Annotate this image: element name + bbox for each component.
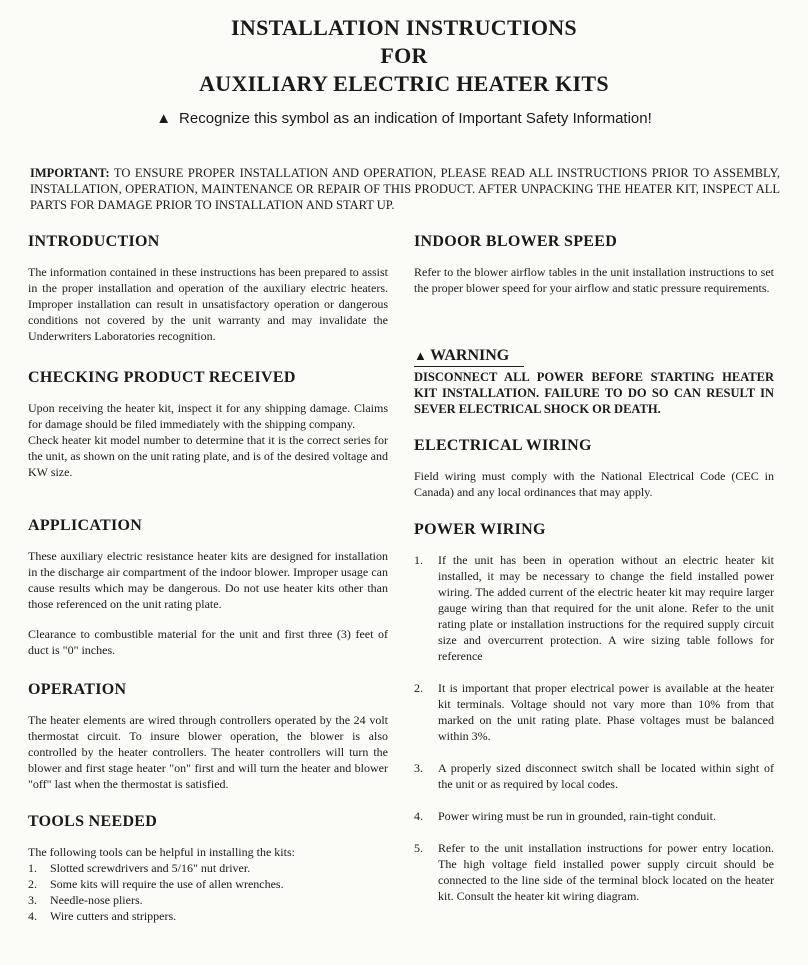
safety-note	[0, 110, 808, 127]
introduction-text: The information contained in these instructions has been prepared to assist in the proper installation and operation of the auxiliary electric heaters. Improper installation can result in unsatisfactory operation or dangerous conditions not covered by the unit warranty and may invalidate the Underwriters Laboratories recognition.	[28, 265, 388, 343]
power-section	[414, 520, 774, 904]
power-steps	[414, 552, 774, 904]
warning-section	[414, 346, 774, 417]
application-text-2: Clearance to combustible material for the unit and first three (3) feet of duct is "0" inches.	[28, 627, 388, 657]
checking-section	[28, 368, 388, 480]
document-title	[0, 14, 808, 98]
list-item: 2. It is important that proper electrical power is available at the heater kit terminals. Voltage should not vary more than 10% from that marked on the unit rating plate. Phase voltages must be balanced within 3%.	[414, 681, 774, 743]
checking-text-2: Check heater kit model number to determine that it is the correct series for the unit, as shown on the unit rating plate, and is of the desired voltage and KW size.	[28, 433, 388, 479]
important-text: TO ENSURE PROPER INSTALLATION AND OPERATION, PLEASE READ ALL INSTRUCTIONS PRIOR TO ASSEMBLY, INSTALLATION, OPERATION, MAINTENANCE OR REPAIR OF THIS PRODUCT. AFTER UNPACKING THE HEATER KIT, INSPECT ALL PARTS FOR DAMAGE PRIOR TO INSTALLATION AND START UP.	[30, 166, 780, 212]
list-item: 2. Some kits will require the use of allen wrenches.	[28, 877, 284, 891]
operation-section	[28, 680, 388, 792]
introduction-section	[28, 232, 388, 344]
tools-heading: TOOLS NEEDED	[28, 813, 158, 830]
list-item: 4. Wire cutters and strippers.	[28, 909, 177, 923]
list-item: 5. Refer to the unit installation instructions for power entry location. The high voltage field installed power supply circuit should be connected to the line side of the terminal block located on the heater kit. Consult the heater kit wiring diagram.	[414, 841, 774, 903]
warning-heading: ▲ WARNING	[414, 346, 524, 367]
safety-note-text: Recognize this symbol as an indication of Important Safety Information!	[179, 110, 652, 127]
list-item: 1. Slotted screwdrivers and 5/16" nut driver.	[28, 861, 251, 875]
application-text-1: These auxiliary electric resistance heater kits are designed for installation in the discharge air compartment of the indoor blower. Improper usage can cause results which may be dangerous. Do not use heater kits other than those referenced on the unit rating plate.	[28, 549, 388, 611]
introduction-heading: INTRODUCTION	[28, 233, 160, 250]
title-line-2: FOR	[380, 43, 428, 68]
checking-text-1: Upon receiving the heater kit, inspect it for any shipping damage. Claims for damage should be filed immediately with the shipping company.	[28, 401, 388, 431]
application-heading: APPLICATION	[28, 517, 143, 534]
electrical-text: Field wiring must comply with the National Electrical Code (CEC in Canada) and any local ordinances that may apply.	[414, 469, 774, 499]
checking-heading: CHECKING PRODUCT RECEIVED	[28, 369, 296, 386]
title-line-3: AUXILIARY ELECTRIC HEATER KITS	[199, 71, 609, 96]
blower-text: Refer to the blower airflow tables in the unit installation instructions to set the proper blower speed for your airflow and static pressure requirements.	[414, 265, 774, 295]
tools-section	[28, 812, 388, 924]
blower-heading: INDOOR BLOWER SPEED	[414, 233, 618, 250]
list-item: 3. Needle-nose pliers.	[28, 893, 143, 907]
operation-text: The heater elements are wired through controllers operated by the 24 volt thermostat circuit. To insure blower operation, the blower is also controlled by the heater controllers. The heater controllers will turn the blower and first stage heater "on" first and will turn the heater and blower "off" last when the thermostat is satisfied.	[28, 713, 388, 791]
blower-section	[414, 232, 774, 296]
list-item: 3. A properly sized disconnect switch shall be located within sight of the unit or as required by local codes.	[414, 761, 774, 791]
application-section	[28, 516, 388, 658]
power-heading: POWER WIRING	[414, 521, 546, 538]
electrical-section	[414, 436, 774, 500]
warning-triangle-icon: ▲	[156, 110, 172, 127]
list-item: 1. If the unit has been in operation without an electric heater kit installed, it may be necessary to change the field installed power wiring. The added current of the electric heater kit may require larger gauge wiring than that required for the unit alone. Refer to the unit rating plate or installation instructions for the required supply circuit size and overcurrent protection. A wire sizing table follows for reference	[414, 553, 774, 663]
tools-list	[28, 860, 388, 924]
list-item: 4. Power wiring must be run in grounded, rain-tight conduit.	[414, 809, 716, 823]
warning-triangle-icon: ▲	[414, 348, 431, 363]
tools-intro: The following tools can be helpful in installing the kits:	[28, 845, 295, 859]
operation-heading: OPERATION	[28, 681, 127, 698]
electrical-heading: ELECTRICAL WIRING	[414, 437, 592, 454]
title-line-1: INSTALLATION INSTRUCTIONS	[231, 15, 577, 40]
important-label: IMPORTANT:	[30, 166, 110, 180]
warning-text: DISCONNECT ALL POWER BEFORE STARTING HEATER KIT INSTALLATION. FAILURE TO DO SO CAN RESULT IN SEVER ELECTRICAL SHOCK OR DEATH.	[414, 370, 774, 416]
important-notice	[30, 165, 780, 213]
